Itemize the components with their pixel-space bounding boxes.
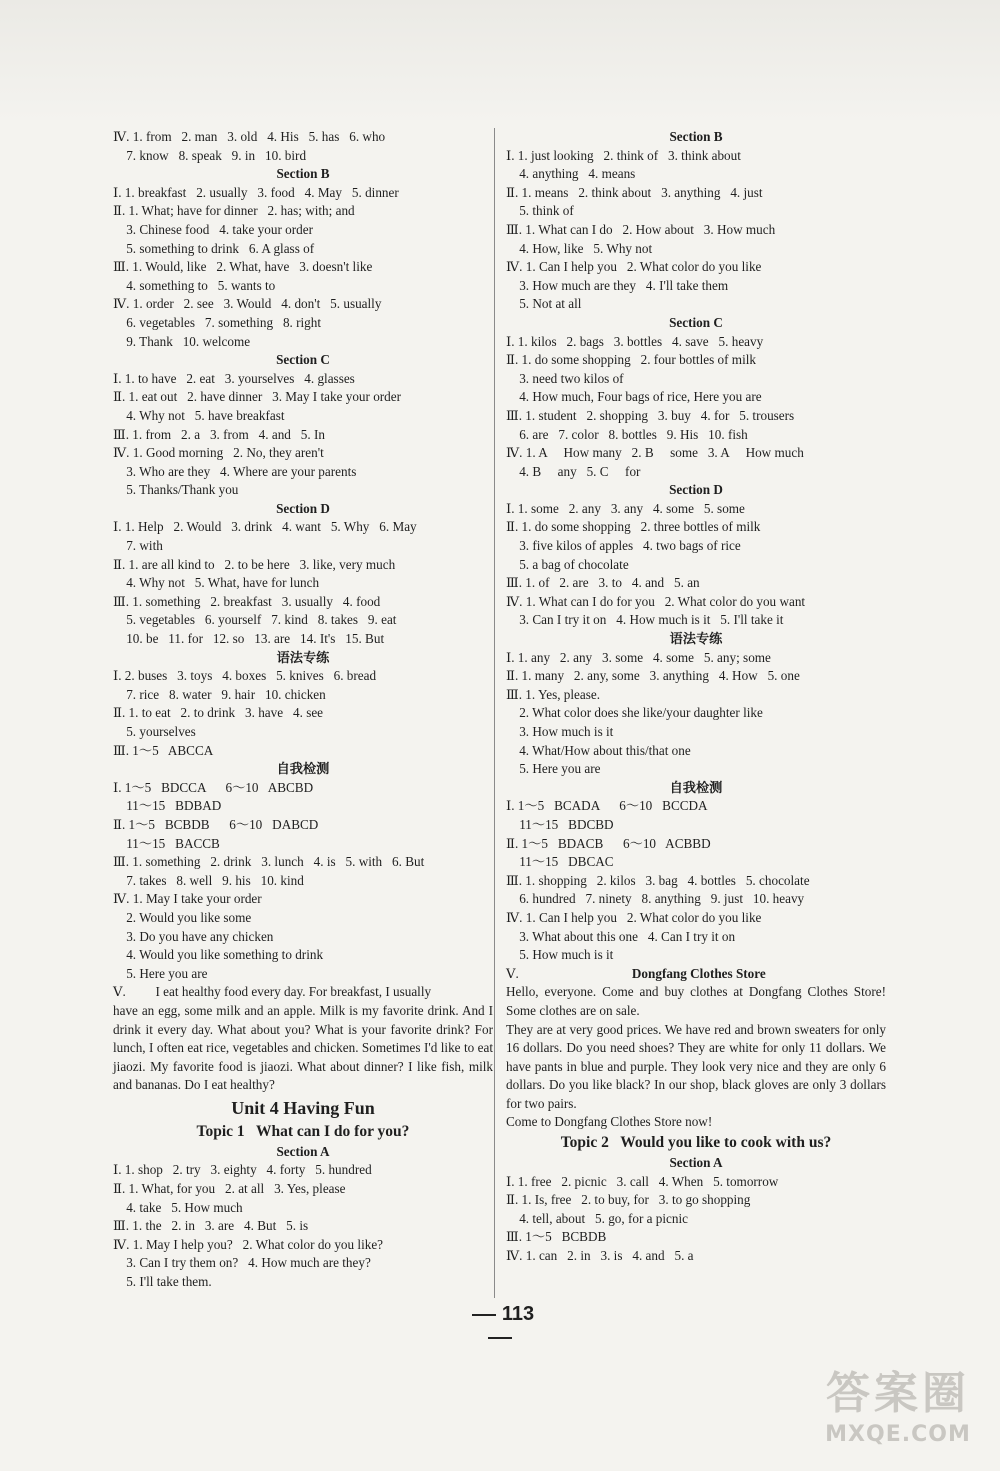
answer-line: Ⅰ. 1. to have 2. eat 3. yourselves 4. glasses [113, 370, 355, 386]
answer-line: 11～15 BDBAD [113, 798, 222, 814]
question-number: Ⅴ. [506, 965, 519, 981]
answer-line: 6. vegetables 7. something 8. right [113, 314, 322, 330]
answer-line: 5. Here you are [506, 761, 601, 777]
essay-paragraph: They are at very good prices. We have red and brown sweaters for only 16 dollars. Do you need shoes? They are white for only 11 dollars. We have pants in blue and purple. They look very nice and they are only 6 dollars. Do you like black? In our shop, black gloves are only 3 dollars for two pairs. [506, 1021, 886, 1111]
answer-line: 5. Not at all [506, 296, 582, 312]
answer-line: 4. Why not 5. What, have for lunch [113, 575, 320, 591]
section-heading: 自我检测 [669, 779, 723, 795]
answer-line: Ⅰ. 2. buses 3. toys 4. boxes 5. knives 6. bread [113, 668, 377, 684]
answer-line: Ⅱ. 1. are all kind to 2. to be here 3. like, very much [113, 556, 396, 572]
answer-line: 4. What/How about this/that one [506, 742, 691, 758]
answer-line: 4. How, like 5. Why not [506, 240, 653, 256]
answer-line: 3. Can I try them on? 4. How much are they? [113, 1255, 371, 1271]
answer-line: Ⅰ. 1. kilos 2. bags 3. bottles 4. save 5. heavy [506, 333, 764, 349]
answer-line: Ⅳ. 1. can 2. in 3. is 4. and 5. a [506, 1248, 694, 1264]
answer-line: 3. need two kilos of [506, 370, 624, 386]
answer-line: Ⅱ. 1. eat out 2. have dinner 3. May I take your order [113, 389, 402, 405]
answer-line: 4. B any 5. C for [506, 463, 641, 479]
answer-line: Ⅳ. 1. May I take your order [113, 891, 262, 907]
answer-line: 5. I'll take them. [113, 1274, 212, 1290]
answer-line: Ⅳ. 1. Good morning 2. No, they aren't [113, 445, 324, 461]
answer-line: 3. Do you have any chicken [113, 928, 274, 944]
section-heading: Section B [669, 129, 723, 144]
answer-line: 3. How much are they 4. I'll take them [506, 277, 729, 293]
watermark-url: MXQE.COM [825, 1422, 971, 1447]
answer-line: 11～15 BACCB [113, 835, 220, 851]
answer-line: 9. Thank 10. welcome [113, 333, 251, 349]
answer-line: Ⅲ. 1. What can I do 2. How about 3. How much [506, 221, 776, 237]
answer-line: 3. Chinese food 4. take your order [113, 221, 313, 237]
answer-line: Ⅲ. 1. the 2. in 3. are 4. But 5. is [113, 1218, 309, 1234]
answer-line: 2. What color does she like/your daughter like [506, 705, 763, 721]
answer-line: Ⅲ. 1. Would, like 2. What, have 3. doesn't like [113, 259, 373, 275]
answer-line: 5. vegetables 6. yourself 7. kind 8. takes 9. eat [113, 612, 397, 628]
answer-line: Ⅳ. 1. Can I help you 2. What color do you like [506, 909, 762, 925]
page-number: 113 [450, 1303, 550, 1349]
answer-line: Ⅱ. 1. do some shopping 2. four bottles of milk [506, 352, 756, 368]
answer-line: Ⅲ. 1. shopping 2. kilos 3. bag 4. bottles 5. chocolate [506, 872, 810, 888]
answer-line: Ⅲ. 1～5 ABCCA [113, 742, 214, 758]
answer-line: Ⅰ. 1. free 2. picnic 3. call 4. When 5. tomorrow [506, 1173, 779, 1189]
answer-line: Ⅰ. 1. shop 2. try 3. eighty 4. forty 5. hundred [113, 1162, 372, 1178]
essay-paragraph: Come to Dongfang Clothes Store now! [506, 1114, 713, 1130]
left-column [113, 128, 493, 1292]
answer-line: 11～15 DBCAC [506, 854, 614, 870]
section-heading: Section D [669, 482, 723, 498]
answer-line: Ⅳ. 1. order 2. see 3. Would 4. don't 5. usually [113, 296, 382, 312]
answer-line: 11～15 BDCBD [506, 816, 614, 832]
section-heading: Section B [276, 166, 330, 182]
essay-title: Dongfang Clothes Store [631, 965, 766, 981]
answer-line: 3. What about this one 4. Can I try it on [506, 928, 736, 944]
answer-line: Ⅲ. 1. from 2. a 3. from 4. and 5. In [113, 426, 325, 442]
section-heading: 自我检测 [276, 761, 330, 777]
unit-title: Unit 4 Having Fun [231, 1097, 375, 1118]
answer-line: Ⅱ. 1. to eat 2. to drink 3. have 4. see [113, 705, 324, 721]
answer-line: 7. takes 8. well 9. his 10. kind [113, 872, 304, 888]
watermark-logo-text: 答案圈 [826, 1368, 970, 1419]
answer-line: Ⅲ. 1. student 2. shopping 3. buy 4. for 5. trousers [506, 407, 795, 423]
topic-title: Topic 1 What can I do for you? [196, 1122, 410, 1140]
answer-line: Ⅰ. 1. just looking 2. think of 3. think about [506, 147, 741, 163]
scan-top-band [0, 0, 1000, 120]
section-heading: Section D [276, 500, 330, 516]
section-heading: 语法专练 [276, 649, 330, 665]
answer-line: 3. How much is it [506, 724, 614, 739]
answer-line: 3. Who are they 4. Where are your parents [113, 463, 357, 479]
essay-paragraph: have an egg, some milk and an apple. Milk is my favorite drink. And I drink it every day. What about you? What is your favorite drink? For lunch, I often eat rice, vegetables and chicken. Sometimes I'd like to eat jiaozi. My favorite food is jiaozi. What about dinner? I like fish, milk and bananas. Do I eat healthy? [113, 1002, 493, 1093]
answer-line: 7. rice 8. water 9. hair 10. chicken [113, 686, 326, 702]
answer-line: Ⅰ. 1. breakfast 2. usually 3. food 4. May 5. dinner [113, 184, 399, 200]
answer-line: Ⅰ. 1. any 2. any 3. some 4. some 5. any; some [506, 649, 771, 665]
answer-line: Ⅲ. 1. of 2. are 3. to 4. and 5. an [506, 575, 700, 591]
answer-line: 4. something to 5. wants to [113, 277, 276, 293]
answer-line: Ⅲ. 1. Yes, please. [506, 686, 601, 702]
answer-line: Ⅱ. 1～5 BDACB 6～10 ACBBD [506, 835, 711, 851]
topic-title: Topic 2 Would you like to cook with us? [560, 1134, 832, 1152]
answer-line: Ⅱ. 1. do some shopping 2. three bottles of milk [506, 519, 761, 535]
answer-line: 4. Why not 5. have breakfast [113, 407, 285, 423]
answer-line: Ⅰ. 1～5 BCADA 6～10 BCCDA [506, 798, 708, 814]
answer-line: 4. anything 4. means [506, 166, 636, 182]
section-heading: Section A [669, 1155, 723, 1171]
answer-line: 6. are 7. color 8. bottles 9. His 10. fish [506, 426, 748, 442]
section-heading: Section A [276, 1143, 330, 1159]
answer-line: 5. think of [506, 203, 574, 219]
answer-line: 10. be 11. for 12. so 13. are 14. It's 15. But [113, 631, 385, 647]
column-divider [494, 128, 495, 1298]
right-column [506, 128, 886, 1266]
answer-line: Ⅱ. 1. many 2. any, some 3. anything 4. How 5. one [506, 668, 800, 684]
answer-line: 5. something to drink 6. A glass of [113, 240, 315, 256]
answer-line: Ⅰ. 1. Help 2. Would 3. drink 4. want 5. Why 6. May [113, 519, 417, 535]
answer-line: 5. How much is it [506, 947, 614, 963]
answer-line: Ⅳ. 1. A How many 2. B some 3. A How much [506, 445, 804, 461]
answer-line: 6. hundred 7. ninety 8. anything 9. just 10. heavy [506, 891, 805, 907]
answer-line: Ⅴ. I eat healthy food every day. For breakfast, I usually [113, 984, 432, 1000]
answer-line: 5. Thanks/Thank you [113, 482, 239, 498]
answer-line: Ⅱ. 1～5 BCBDB 6～10 DABCD [113, 816, 319, 832]
essay-title-line [506, 965, 886, 984]
answer-line: 4. tell, about 5. go, for a picnic [506, 1210, 689, 1226]
answer-line: Ⅱ. 1. Is, free 2. to buy, for 3. to go shopping [506, 1192, 751, 1208]
answer-line: Ⅲ. 1～5 BCBDB [506, 1229, 607, 1245]
answer-line: 4. How much, Four bags of rice, Here you are [506, 389, 762, 405]
section-heading: 语法专练 [669, 631, 723, 647]
answer-line: 3. Can I try it on 4. How much is it 5. I'll take it [506, 612, 784, 628]
answer-line: Ⅰ. 1～5 BDCCA 6～10 ABCBD [113, 779, 314, 795]
section-heading: Section C [276, 352, 330, 368]
answer-line: 5. yourselves [113, 724, 196, 739]
site-watermark [808, 1366, 988, 1461]
answer-line: 7. know 8. speak 9. in 10. bird [113, 147, 307, 163]
answer-line: 5. a bag of chocolate [506, 556, 629, 572]
essay-paragraph: Hello, everyone. Come and buy clothes at Dongfang Clothes Store! Some clothes are on sale. [506, 984, 886, 1018]
answer-line: Ⅲ. 1. something 2. breakfast 3. usually 4. food [113, 593, 381, 609]
answer-line: Ⅱ. 1. What; have for dinner 2. has; with; and [113, 203, 355, 219]
answer-line: Ⅱ. 1. means 2. think about 3. anything 4. just [506, 184, 763, 200]
answer-line: Ⅱ. 1. What, for you 2. at all 3. Yes, please [113, 1181, 346, 1197]
answer-line: 3. five kilos of apples 4. two bags of rice [506, 538, 741, 554]
answer-line: Ⅳ. 1. Can I help you 2. What color do you like [506, 259, 762, 275]
answer-line: 4. Would you like something to drink [113, 947, 324, 963]
answer-line: Ⅳ. 1. What can I do for you 2. What color do you want [506, 593, 806, 609]
answer-line: Ⅳ. 1. May I help you? 2. What color do you like? [113, 1236, 384, 1252]
answer-line: 7. with [113, 538, 163, 554]
answer-line: Ⅳ. 1. from 2. man 3. old 4. His 5. has 6. who [113, 129, 386, 144]
answer-line: 4. take 5. How much [113, 1199, 243, 1215]
answer-line: 5. Here you are [113, 965, 208, 981]
answer-line: Ⅰ. 1. some 2. any 3. any 4. some 5. some [506, 500, 745, 516]
answer-line: Ⅲ. 1. something 2. drink 3. lunch 4. is 5. with 6. But [113, 854, 425, 870]
section-heading: Section C [669, 314, 723, 330]
answer-line: 2. Would you like some [113, 909, 252, 925]
